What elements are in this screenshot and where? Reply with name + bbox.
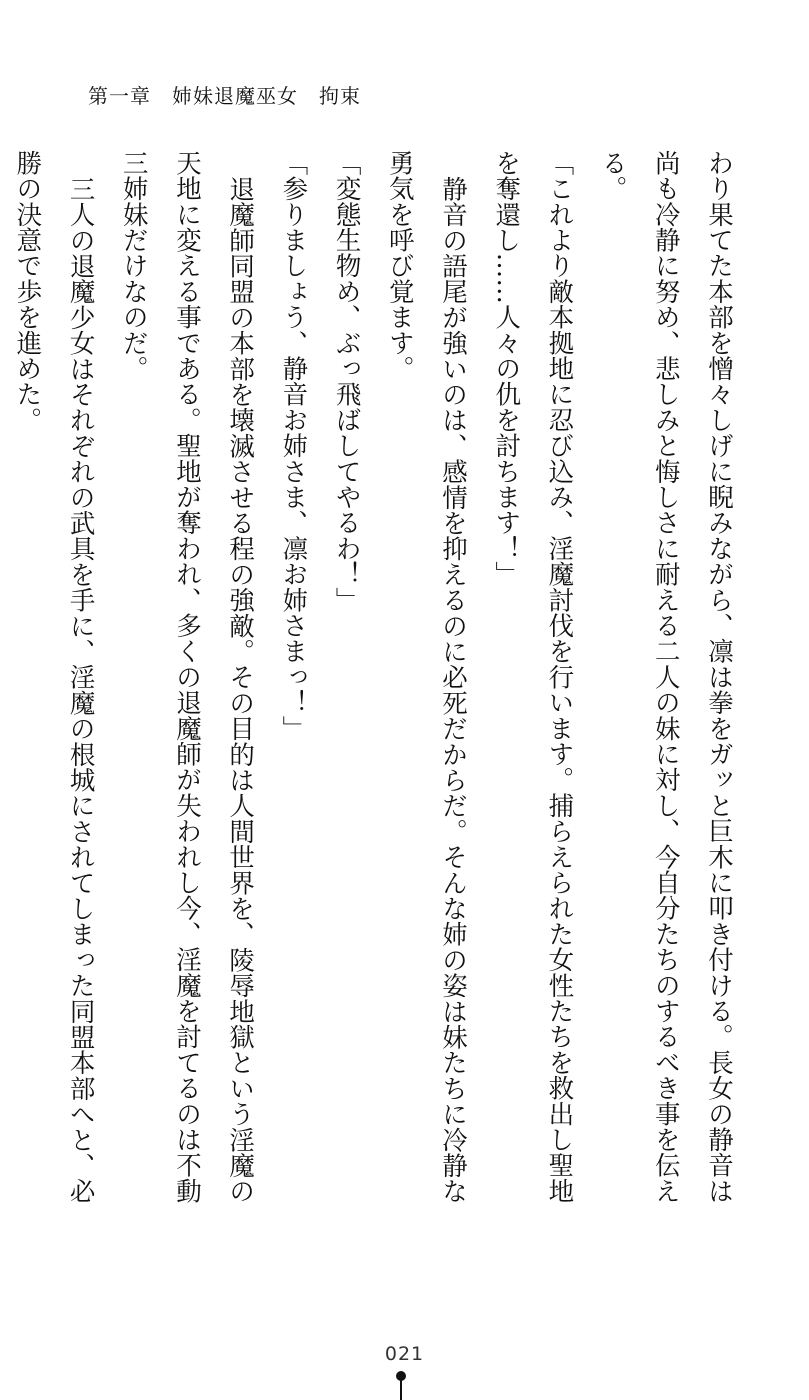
- body-text-column-block: [12, 150, 745, 1210]
- paragraph: 退魔師同盟の本部を壊滅させる程の強敵。その目的は人間世界を、陵辱地獄という淫魔の天地に変える事である。聖地が奪われ、多くの退魔師が失われし今、淫魔を討てるのは不動三姉妹だけなのだ。: [118, 150, 256, 1204]
- page-number: 021: [384, 1343, 425, 1365]
- running-header-title: 第一章 姉妹退魔巫女 拘束: [88, 84, 361, 108]
- paragraph: 「変態生物め、ぶっ飛ばしてやるわ！」: [331, 150, 362, 613]
- paragraph: 静音の語尾が強いのは、感情を抑えるのに必死だからだ。そんな姉の姿は妹たちに冷静な勇気を呼び覚ます。: [384, 150, 468, 1204]
- paragraph: 「参りましょう、静音お姉さま、凛お姉さまっ！」: [278, 150, 309, 742]
- paragraph: 三人の退魔少女はそれぞれの武具を手に、淫魔の根城にされてしまった同盟本部へと、必勝の決意で歩を進めた。: [12, 150, 96, 1204]
- folio-marker: [396, 1371, 406, 1400]
- paragraph: わり果てた本部を憎々しげに睨みながら、凛は拳をガッと巨木に叩き付ける。長女の静音は尚も冷静に努め、悲しみと悔しさに耐える二人の妹に対し、今自分たちのするべき事を伝える。: [597, 150, 734, 1204]
- folio-stem: [400, 1380, 402, 1400]
- paragraph: 「これより敵本拠地に忍び込み、淫魔討伐を行います。捕らえられた女性たちを救出し聖地を奪還し……人々の仇を討ちます！」: [491, 150, 575, 1204]
